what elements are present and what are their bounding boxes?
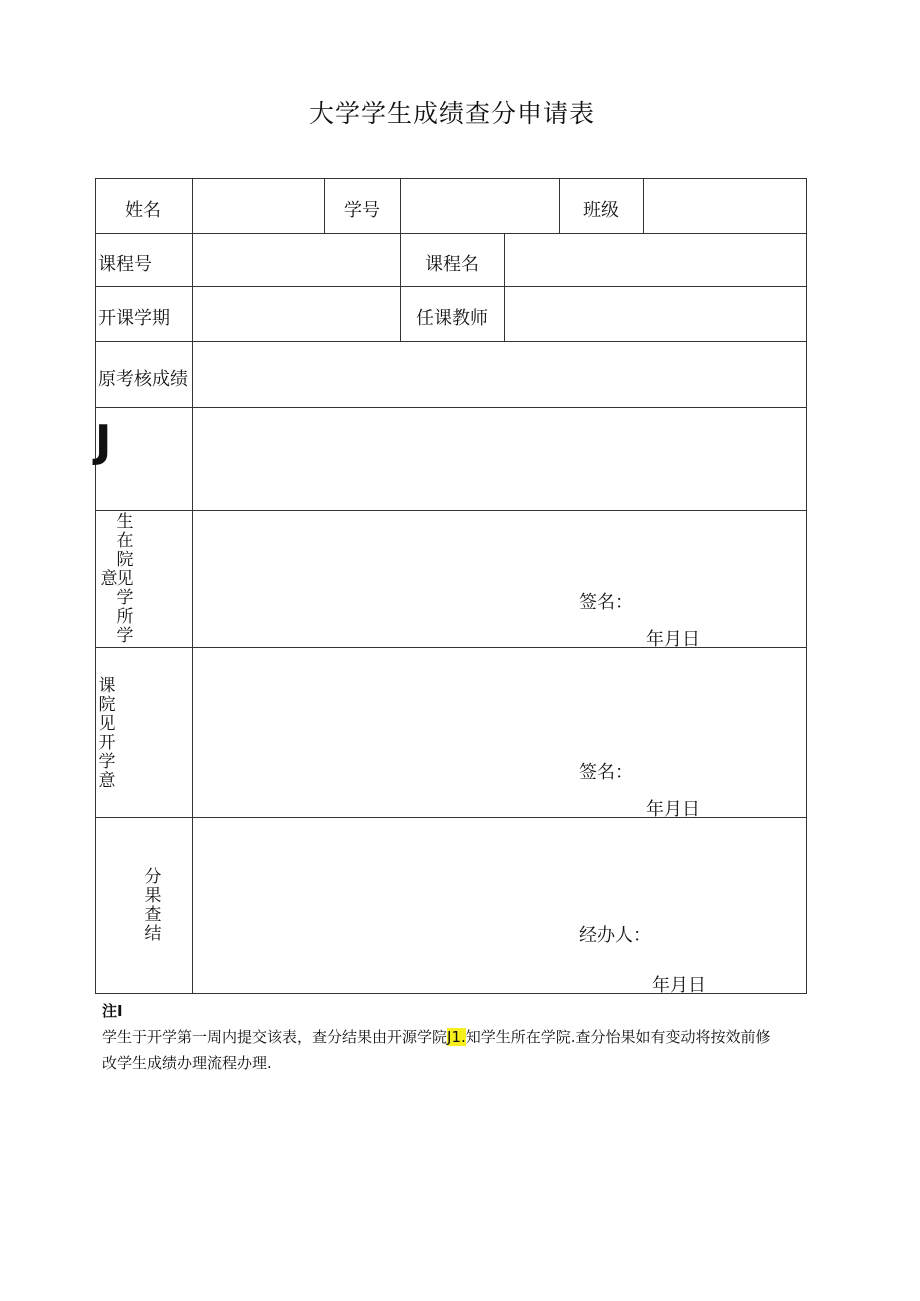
row-divider — [95, 286, 807, 287]
border-right — [806, 178, 807, 994]
note-highlight: J1. — [447, 1028, 466, 1046]
cell-divider — [400, 178, 401, 233]
cell-divider — [504, 233, 505, 341]
result-label: 分 果 查 结 — [144, 867, 162, 944]
row-divider — [95, 407, 807, 408]
cell-divider — [324, 178, 325, 233]
course-college-sign-label: 签名： — [579, 762, 633, 783]
term-label: 开课学期 — [98, 308, 170, 329]
student-college-label-col2: 生 在 院 见 学 所 学 — [116, 512, 134, 646]
name-label: 姓名 — [125, 200, 161, 221]
student-id-label: 学号 — [344, 200, 380, 221]
class-label: 班级 — [583, 200, 619, 221]
course-college-date-label: 年月日 — [646, 799, 700, 820]
cell-divider — [559, 178, 560, 233]
student-college-label-col1: 意 — [100, 569, 118, 589]
result-handler-label: 经办人： — [579, 925, 651, 946]
note-line-1: 学生于开学第一周内提交该表，查分结果由开源学院J1.知学生所在学院.查分怡果如有变动将按效前修 — [102, 1028, 771, 1046]
label-column-divider — [192, 178, 193, 994]
score-review-form — [95, 178, 807, 994]
border-top — [95, 178, 807, 179]
note-label: 注I — [102, 1002, 123, 1020]
row-divider — [95, 233, 807, 234]
cell-divider — [643, 178, 644, 233]
original-score-label: 原考核成绩 — [98, 369, 188, 390]
course-no-label: 课程号 — [98, 254, 152, 275]
border-left — [95, 178, 96, 994]
row-divider — [95, 341, 807, 342]
student-college-date-label: 年月日 — [646, 629, 700, 650]
result-date-label: 年月日 — [652, 975, 706, 996]
reason-mark: J — [95, 416, 112, 467]
note-line-2: 改学生成绩办理流程办理. — [102, 1054, 272, 1072]
row-divider — [95, 510, 807, 511]
row-divider — [95, 647, 807, 648]
form-title: 大学学生成绩查分申请表 — [308, 99, 595, 128]
course-college-label: 课 院 见 开 学 意 — [98, 676, 116, 791]
course-name-label: 课程名 — [425, 254, 479, 275]
teacher-label: 任课教师 — [416, 308, 488, 329]
student-college-sign-label: 签名： — [579, 592, 633, 613]
row-divider — [95, 817, 807, 818]
cell-divider — [400, 233, 401, 341]
